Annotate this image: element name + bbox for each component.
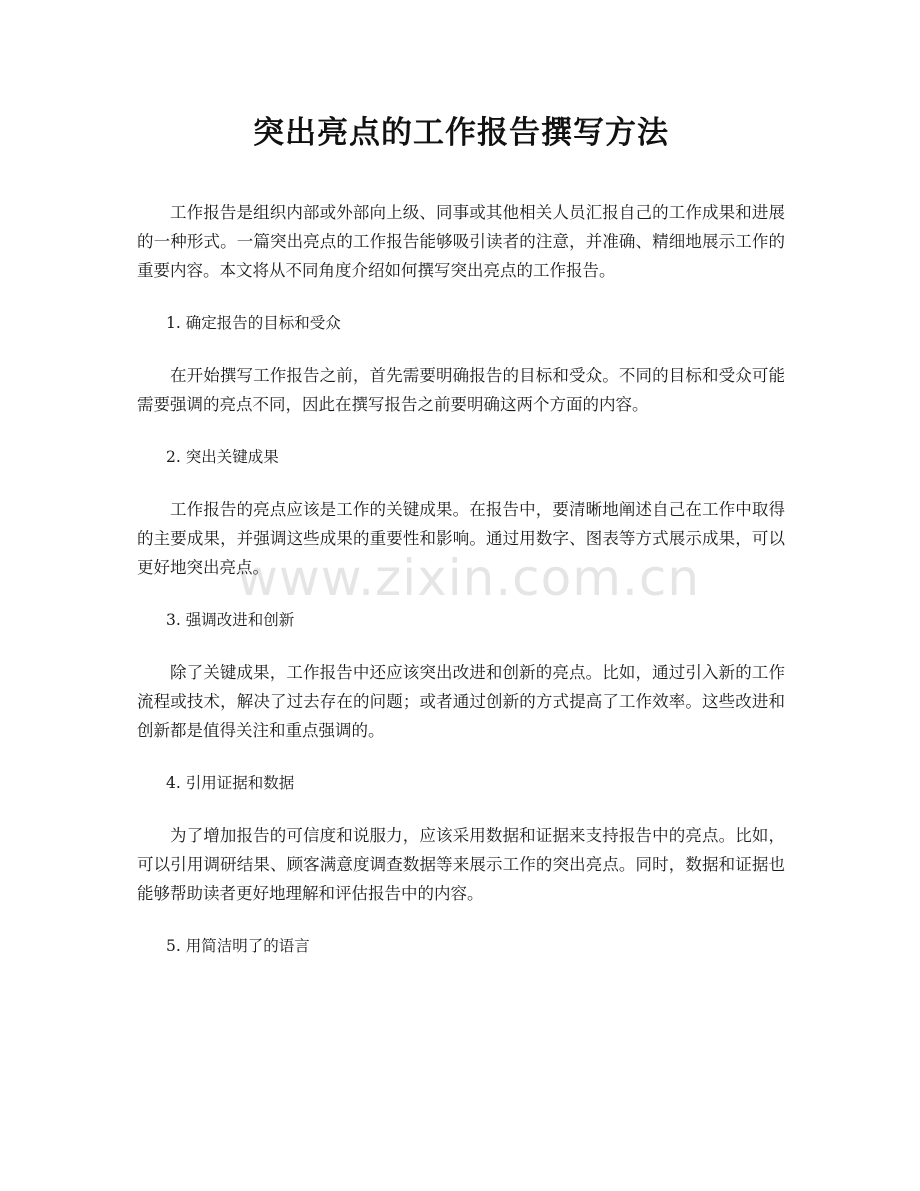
section-body-2: 工作报告的亮点应该是工作的关键成果。在报告中，要清晰地阐述自己在工作中取得的主要成果，并强调这些成果的重要性和影响。通过用数字、图表等方式展示成果，可以更好地突出亮点。 [137, 500, 785, 577]
intro-paragraph: 工作报告是组织内部或外部向上级、同事或其他相关人员汇报自己的工作成果和进展的一种形式。一篇突出亮点的工作报告能够吸引读者的注意，并准确、精细地展示工作的重要内容。本文将从不同角度介绍如何撰写突出亮点的工作报告。 [137, 203, 785, 280]
section-heading-1: 1. 确定报告的目标和受众 [166, 314, 341, 332]
section-body-3: 除了关键成果，工作报告中还应该突出改进和创新的亮点。比如，通过引入新的工作流程或技术，解决了过去存在的问题；或者通过创新的方式提高了工作效率。这些改进和创新都是值得关注和重点强调的。 [137, 663, 785, 740]
document-title: 突出亮点的工作报告撰写方法 [253, 115, 669, 151]
watermark-text: www.zixin.com.cn [237, 549, 701, 607]
section-heading-3: 3. 强调改进和创新 [166, 611, 295, 629]
section-body-1: 在开始撰写工作报告之前，首先需要明确报告的目标和受众。不同的目标和受众可能需要强调的亮点不同，因此在撰写报告之前要明确这两个方面的内容。 [137, 366, 785, 414]
section-heading-2: 2. 突出关键成果 [166, 448, 279, 466]
section-heading-4: 4. 引用证据和数据 [166, 774, 295, 792]
section-body-4: 为了增加报告的可信度和说服力，应该采用数据和证据来支持报告中的亮点。比如，可以引用调研结果、顾客满意度调查数据等来展示工作的突出亮点。同时，数据和证据也能够帮助读者更好地理解和评估报告中的内容。 [137, 826, 785, 903]
section-heading-5: 5. 用简洁明了的语言 [166, 937, 310, 955]
